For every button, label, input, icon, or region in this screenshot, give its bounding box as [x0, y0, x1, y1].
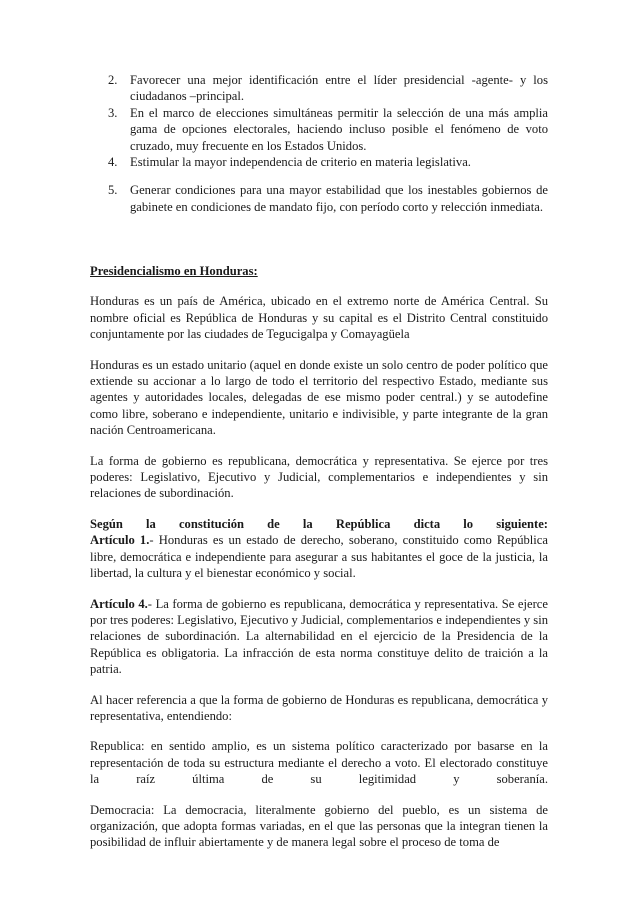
paragraph-government-form: La forma de gobierno es republicana, democrática y representativa. Se ejerce por tres poderes: Legislativo, Ejecutivo y Judicial, complementarios e independientes y sin relaciones de subordinación. [90, 453, 548, 501]
list-item [108, 105, 548, 154]
list-item-number: 4. [108, 155, 118, 170]
paragraph-reference: Al hacer referencia a que la forma de gobierno de Honduras es republicana, democrática y representativa, entendiendo: [90, 692, 548, 723]
article-1-text: - Honduras es un estado de derecho, soberano, constituido como República libre, democrática e independiente para asegurar a sus habitantes el goce de la justicia, la libertad, la cultura y el bienestar económico y social. [90, 533, 548, 581]
paragraph-unitary-state: Honduras es un estado unitario (aquel en donde existe un solo centro de poder político que extiende su accionar a lo largo de todo el territorio del respectivo Estado, mediante sus agentes y autoridades locales, delegadas de ese mismo poder central.) y se autodefine como libre, soberano e independiente, unitario e indivisible, y parte integrante de la gran nación Centroamericana. [90, 357, 548, 438]
paragraph-article-4 [90, 596, 548, 678]
section-heading: Presidencialismo en Honduras: [90, 264, 258, 278]
paragraph-intro: Honduras es un país de América, ubicado en el extremo norte de América Central. Su nombre oficial es República de Honduras y su capital es el Distrito Central constituido conjuntamente por las ciudades de Tegucigalpa y Comayagüela [90, 294, 548, 342]
list-item-number: 5. [108, 183, 118, 198]
paragraph-democracia: Democracia: La democracia, literalmente gobierno del pueblo, es un sistema de organización, que adopta formas variadas, en el que las personas que la integran tienen la posibilidad de influir abiertamente y de manera legal sobre el proceso de toma de [90, 802, 548, 850]
list-item-number: 2. [108, 73, 118, 87]
list-item [108, 154, 548, 170]
article-4-text: - La forma de gobierno es republicana, democrática y representativa. Se ejerce por tres poderes: Legislativo, Ejecutivo y Judicial, complementarios e independientes y sin relaciones de subordinación. La alternabilidad en el ejercicio de la Presidencia de la República es obligatoria. La infracción de esta norma constituye delito de traición a la patria. [90, 596, 548, 677]
paragraph-article-1 [90, 516, 548, 582]
list-item [108, 182, 548, 215]
list-item [108, 72, 548, 105]
numbered-list [108, 72, 548, 215]
constitution-lead: Según la constitución de la República dicta lo siguiente: [90, 516, 548, 531]
paragraph-republica: Republica: en sentido amplio, es un sistema político caracterizado por basarse en la representación de toda su estructura mediante el derecho a voto. El electorado constituye la raíz última de su legitimidad y soberanía. [90, 739, 548, 787]
document-body [90, 263, 548, 865]
list-item-number: 3. [108, 105, 118, 120]
list-item-text: Favorecer una mejor identificación entre el líder presidencial -agente- y los ciudadanos –principal. [130, 73, 548, 104]
list-item-text: Estimular la mayor independencia de criterio en materia legislativa. [130, 155, 471, 170]
article-4-label: Artículo 4. [90, 596, 148, 611]
list-item-text: En el marco de elecciones simultáneas permitir la selección de una más amplia gama de opciones electorales, haciendo incluso posible el fenómeno de voto cruzado, muy frecuente en los Estados Unidos. [130, 105, 548, 153]
list-item-text: Generar condiciones para una mayor estabilidad que los inestables gobiernos de gabinete en condiciones de mandato fijo, con período corto y relección inmediata. [130, 183, 548, 214]
article-1-label: Artículo 1. [90, 533, 150, 548]
